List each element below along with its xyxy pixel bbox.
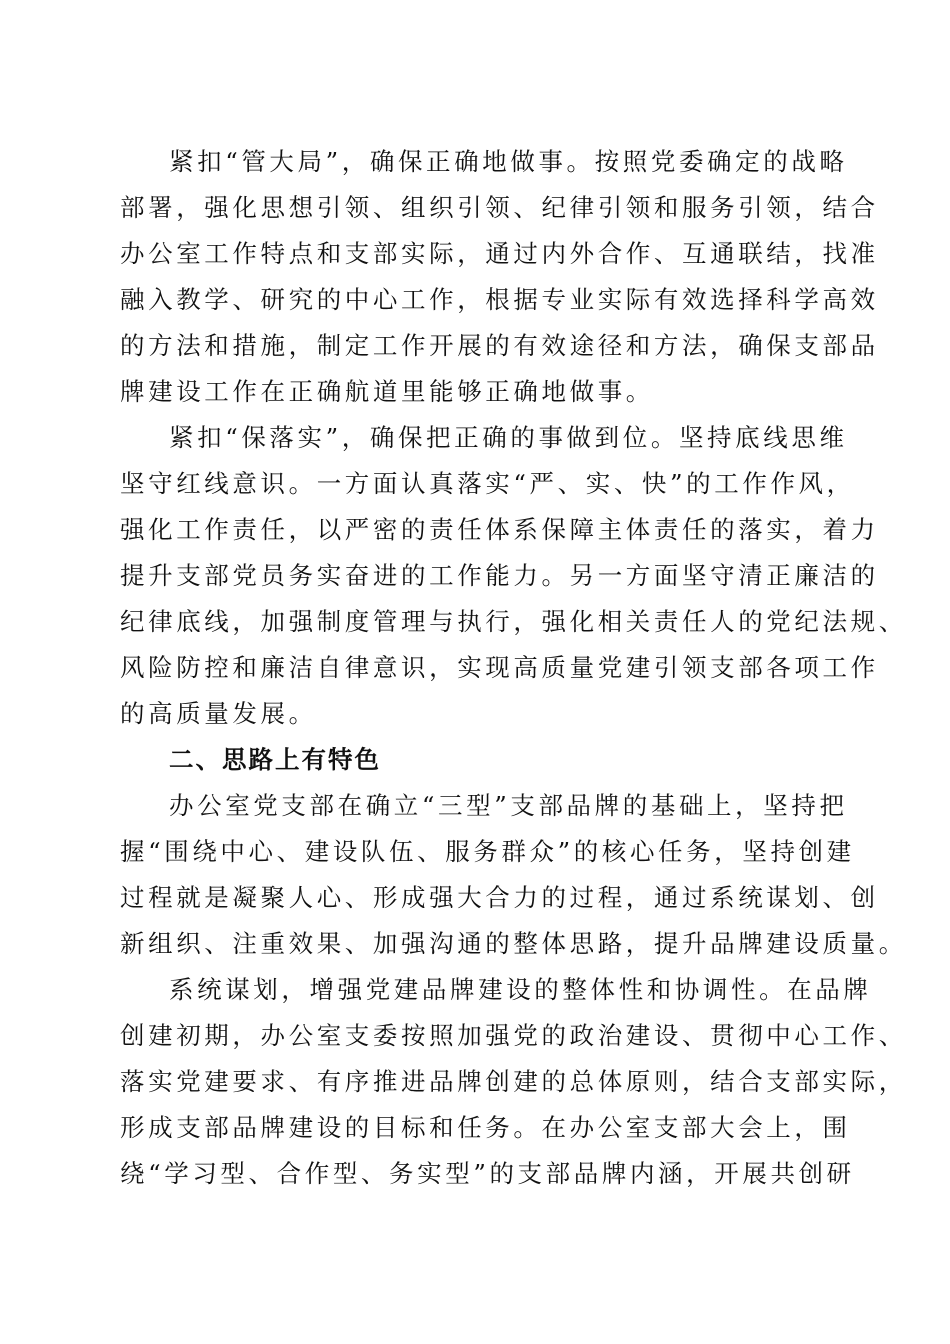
paragraph-3-line-1: 办公室党支部在确立“三型”支部品牌的基础上，坚持把: [169, 791, 848, 820]
paragraph-1-line-1: 紧扣“管大局”，确保正确地做事。按照党委确定的战略: [169, 147, 848, 176]
paragraph-3-line-3: 过程就是凝聚人心、形成强大合力的过程，通过系统谋划、创: [120, 883, 879, 912]
paragraph-4-line-1: 系统谋划，增强党建品牌建设的整体性和协调性。在品牌: [169, 975, 872, 1004]
paragraph-2-line-2: 坚守红线意识。一方面认真落实“严、实、快”的工作作风，: [120, 469, 855, 498]
paragraph-2-line-6: 风险防控和廉洁自律意识，实现高质量党建引领支部各项工作: [120, 653, 879, 682]
paragraph-2-line-1: 紧扣“保落实”，确保把正确的事做到位。坚持底线思维: [169, 423, 848, 452]
paragraph-4-line-4: 形成支部品牌建设的目标和任务。在办公室支部大会上，围: [120, 1113, 851, 1142]
section-heading: 二、思路上有特色: [169, 745, 381, 774]
paragraph-1-line-2: 部署，强化思想引领、组织引领、纪律引领和服务引领，结合: [120, 193, 879, 222]
paragraph-4-line-2: 创建初期，办公室支委按照加强党的政治建设、贯彻中心工作、: [120, 1021, 907, 1050]
paragraph-2-line-4: 提升支部党员务实奋进的工作能力。另一方面坚守清正廉洁的: [120, 561, 879, 590]
paragraph-1-line-3: 办公室工作特点和支部实际，通过内外合作、互通联结，找准: [120, 239, 879, 268]
paragraph-1-line-6: 牌建设工作在正确航道里能够正确地做事。: [120, 377, 654, 406]
paragraph-1-line-5: 的方法和措施，制定工作开展的有效途径和方法，确保支部品: [120, 331, 879, 360]
paragraph-3-line-4: 新组织、注重效果、加强沟通的整体思路，提升品牌建设质量。: [120, 929, 907, 958]
paragraph-2-line-5: 纪律底线，加强制度管理与执行，强化相关责任人的党纪法规、: [120, 607, 907, 636]
paragraph-3-line-2: 握“围绕中心、建设队伍、服务群众”的核心任务，坚持创建: [120, 837, 855, 866]
paragraph-4-line-3: 落实党建要求、有序推进品牌创建的总体原则，结合支部实际，: [120, 1067, 907, 1096]
paragraph-2-line-3: 强化工作责任，以严密的责任体系保障主体责任的落实，着力: [120, 515, 879, 544]
paragraph-1-line-4: 融入教学、研究的中心工作，根据专业实际有效选择科学高效: [120, 285, 879, 314]
paragraph-2-line-7: 的高质量发展。: [120, 699, 317, 728]
paragraph-4-line-5: 绕“学习型、合作型、务实型”的支部品牌内涵，开展共创研: [120, 1159, 855, 1188]
